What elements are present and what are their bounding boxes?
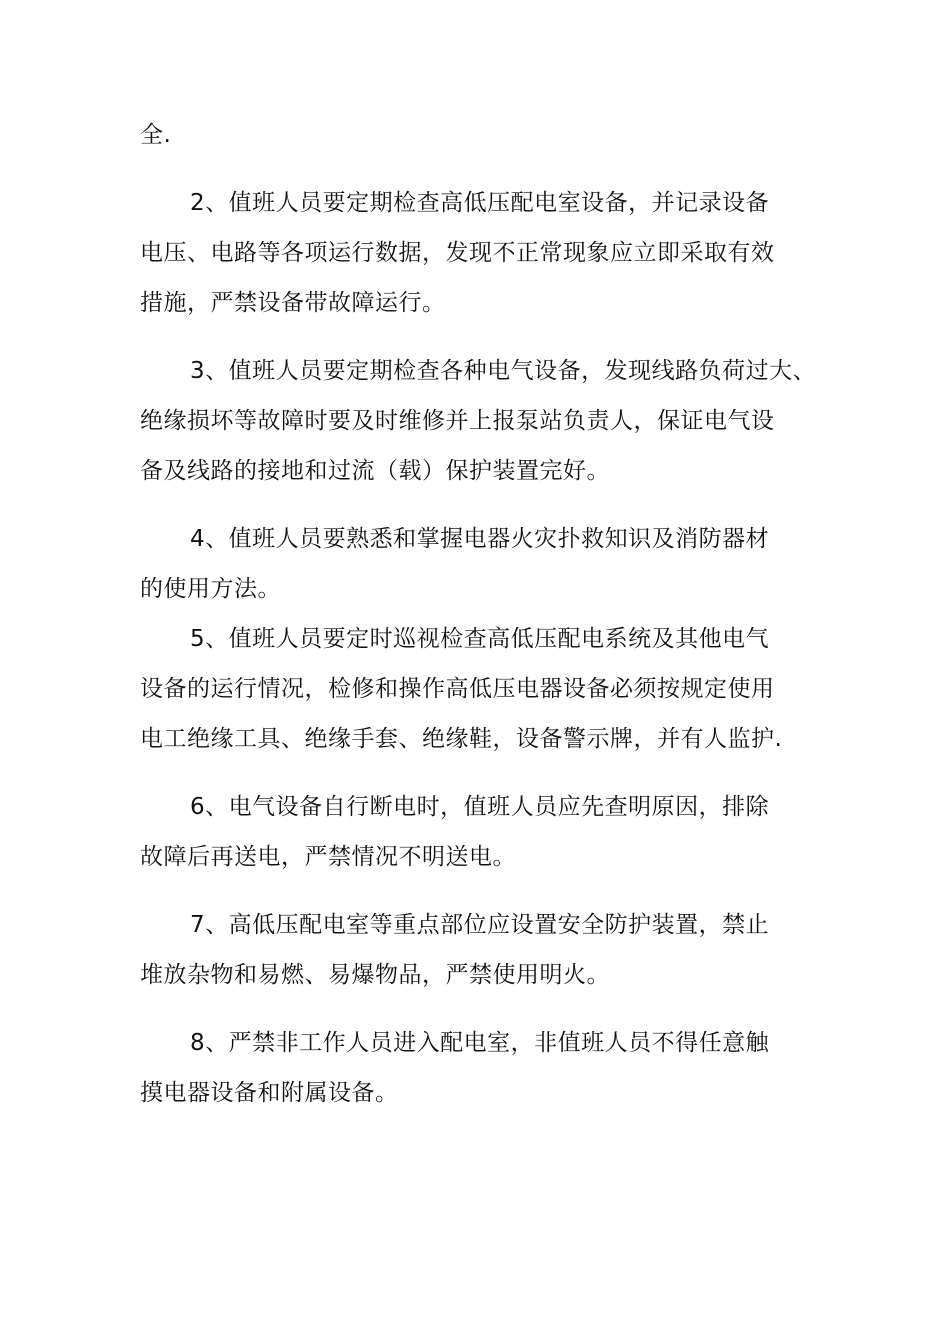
paragraph-1-line-1: 全.: [140, 122, 172, 148]
paragraph-7-line-1: 7、高低压配电室等重点部位应设置安全防护装置，禁止: [190, 912, 770, 938]
paragraph-5-line-2: 设备的运行情况，检修和操作高低压电器设备必须按规定使用: [140, 676, 775, 702]
paragraph-2-line-2: 电压、电路等各项运行数据，发现不正常现象应立即采取有效: [140, 240, 775, 266]
paragraph-4-line-1: 4、值班人员要熟悉和掌握电器火灾扑救知识及消防器材: [190, 526, 770, 552]
paragraph-6-line-2: 故障后再送电，严禁情况不明送电。: [140, 844, 516, 870]
paragraph-8-line-1: 8、严禁非工作人员进入配电室，非值班人员不得任意触: [190, 1030, 770, 1056]
paragraph-3-line-2: 绝缘损坏等故障时要及时维修并上报泵站负责人，保证电气设: [140, 408, 775, 434]
paragraph-6-line-1: 6、电气设备自行断电时，值班人员应先查明原因，排除: [190, 794, 770, 820]
paragraph-7-line-2: 堆放杂物和易燃、易爆物品，严禁使用明火。: [140, 962, 610, 988]
paragraph-2-line-3: 措施，严禁设备带故障运行。: [140, 290, 446, 316]
paragraph-3-line-1: 3、值班人员要定期检查各种电气设备，发现线路负荷过大、: [190, 358, 817, 384]
paragraph-5-line-1: 5、值班人员要定时巡视检查高低压配电系统及其他电气: [190, 626, 770, 652]
paragraph-4-line-2: 的使用方法。: [140, 576, 281, 602]
paragraph-3-line-3: 备及线路的接地和过流（载）保护装置完好。: [140, 458, 610, 484]
paragraph-2-line-1: 2、值班人员要定期检查高低压配电室设备，并记录设备: [190, 190, 770, 216]
paragraph-8-line-2: 摸电器设备和附属设备。: [140, 1080, 399, 1106]
paragraph-5-line-3: 电工绝缘工具、绝缘手套、绝缘鞋，设备警示牌，并有人监护.: [140, 726, 783, 752]
